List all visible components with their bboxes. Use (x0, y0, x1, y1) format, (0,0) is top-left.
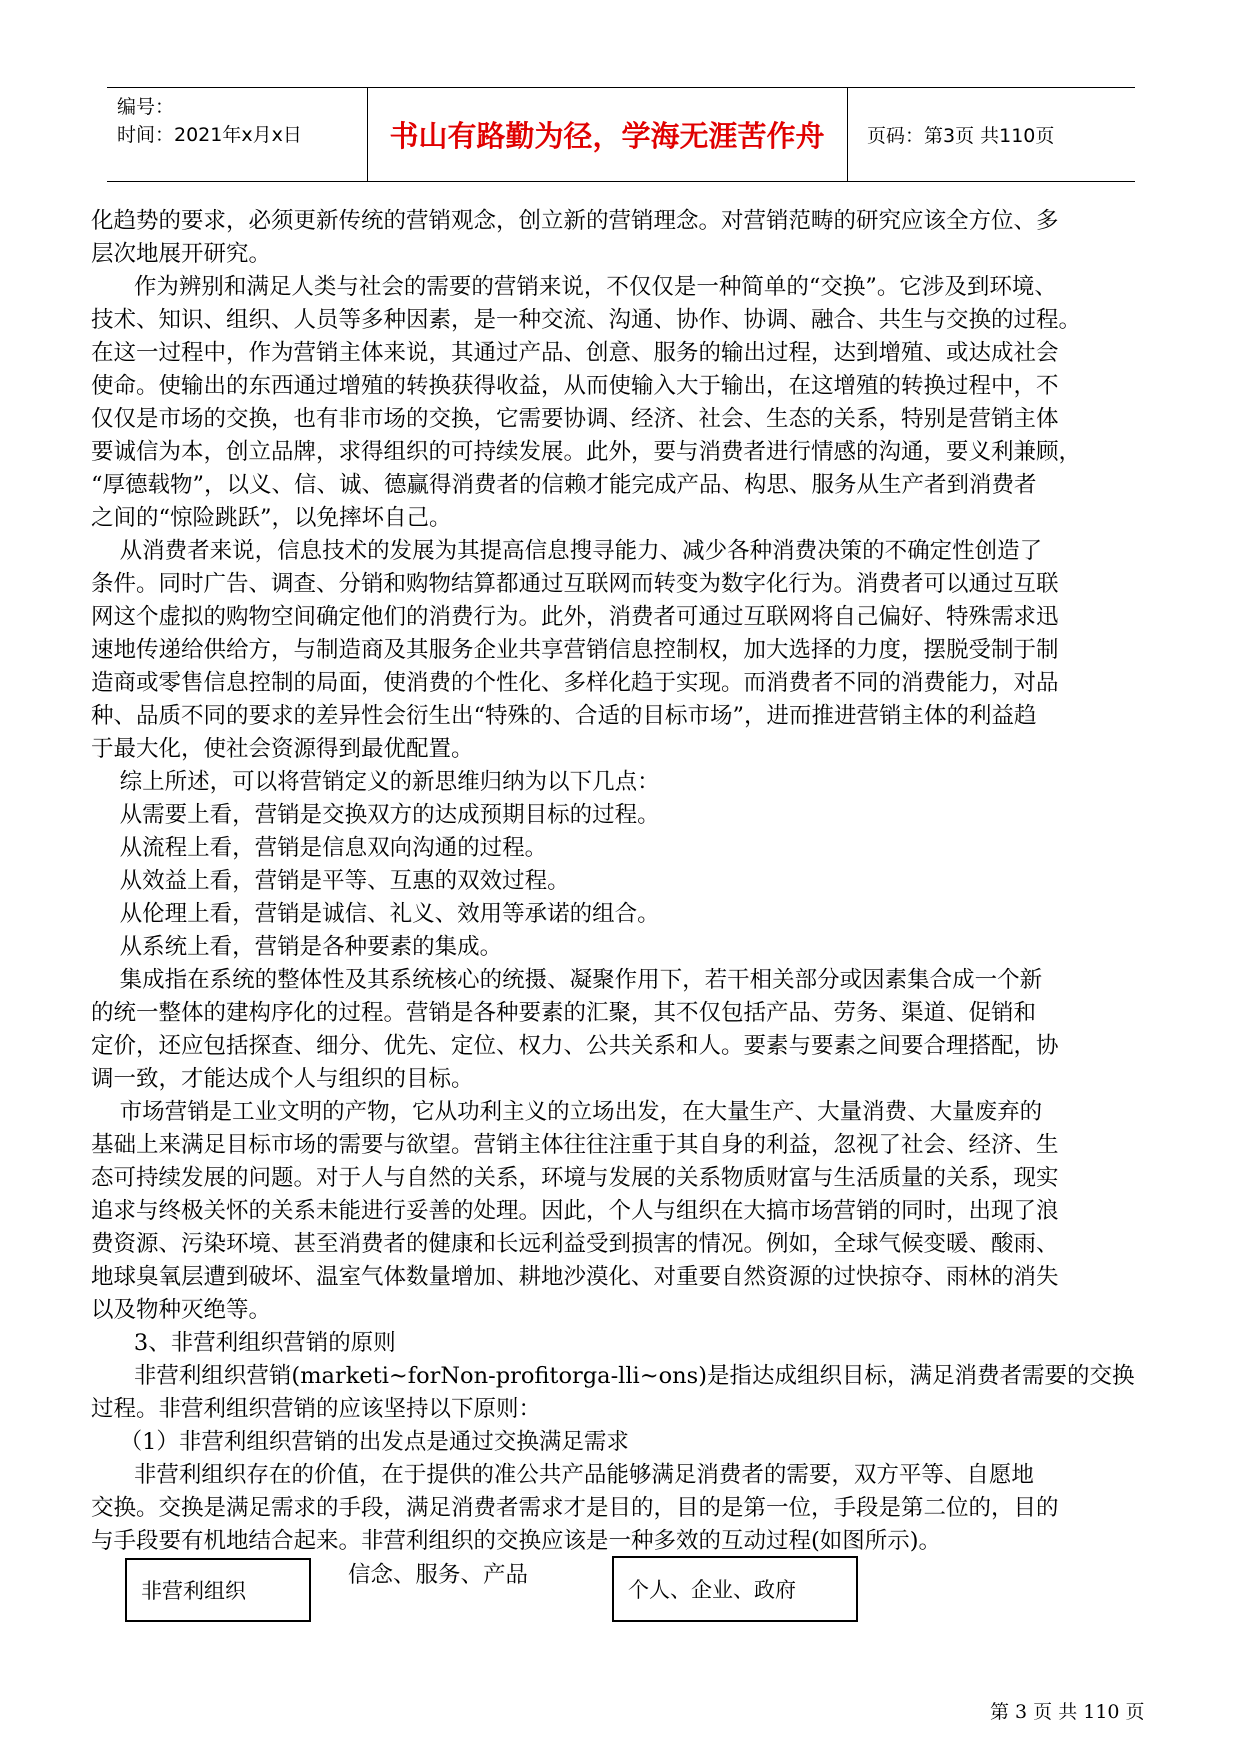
header-divider-2 (847, 87, 848, 182)
body-line: 作为辨别和满足人类与社会的需要的营销来说，不仅仅是一种简单的“交换”。它涉及到环境、 (91, 274, 1057, 300)
body-line: 要诚信为本，创立品牌，求得组织的可持续发展。此外，要与消费者进行情感的沟通，要义利兼顾， (91, 439, 1082, 465)
number-label: 编号： (117, 96, 175, 118)
body-line: 定价，还应包括探查、细分、优先、定位、权力、公共关系和人。要素与要素之间要合理搭配，协 (91, 1033, 1059, 1059)
body-line: 从消费者来说，信息技术的发展为其提高信息搜寻能力、减少各种消费决策的不确定性创造了 (91, 538, 1043, 564)
body-line: 速地传递给供给方，与制造商及其服务企业共享营销信息控制权，加大选择的力度，摆脱受制于制 (91, 637, 1059, 663)
body-line: 过程。非营利组织营销的应该坚持以下原则： (91, 1396, 542, 1422)
body-line: 非营利组织存在的价值，在于提供的准公共产品能够满足消费者的需要，双方平等、自愿地 (91, 1462, 1034, 1488)
body-line: 交换。交换是满足需求的手段，满足消费者需求才是目的，目的是第一位，手段是第二位的，目的 (91, 1495, 1059, 1521)
body-line: 之间的“惊险跳跃”，以免摔坏自己。 (91, 505, 452, 531)
body-line: 技术、知识、组织、人员等多种因素，是一种交流、沟通、协作、协调、融合、共生与交换的过程。 (91, 307, 1082, 333)
body-line: 网这个虚拟的购物空间确定他们的消费行为。此外，消费者可通过互联网将自己偏好、特殊需求迅 (91, 604, 1059, 630)
body-line: 仅仅是市场的交换，也有非市场的交换，它需要协调、经济、社会、生态的关系，特别是营销主体 (91, 406, 1059, 432)
body-line: 从需要上看，营销是交换双方的达成预期目标的过程。 (91, 802, 660, 828)
body-line: 使命。使输出的东西通过增殖的转换获得收益，从而使输入大于输出，在这增殖的转换过程中，不 (91, 373, 1059, 399)
header-page-label: 页码：第3页 共110页 (867, 125, 1055, 147)
page-footer: 第 3 页 共 110 页 (990, 1701, 1145, 1723)
body-line: 非营利组织营销(marketi~forNon-profitorga-lli~ons)是指达成组织目标，满足消费者需要的交换 (91, 1363, 1135, 1389)
body-line: 调一致，才能达成个人与组织的目标。 (91, 1066, 474, 1092)
body-line: 层次地展开研究。 (91, 241, 272, 267)
header-motto: 书山有路勤为径，学海无涯苦作舟 (389, 119, 825, 153)
body-line: 费资源、污染环境、甚至消费者的健康和长远利益受到损害的情况。例如，全球气候变暖、酸雨、 (91, 1231, 1059, 1257)
body-line: 追求与终极关怀的关系未能进行妥善的处理。因此，个人与组织在大搞市场营销的同时，出现了浪 (91, 1198, 1059, 1224)
body-line: 综上所述，可以将营销定义的新思维归纳为以下几点： (91, 769, 660, 795)
nonprofit-org-label: 非营利组织 (141, 1579, 246, 1603)
body-line: 种、品质不同的要求的差异性会衍生出“特殊的、合适的目标市场”，进而推进营销主体的利益趋 (91, 703, 1037, 729)
nonprofit-org-box (125, 1558, 311, 1622)
body-line: 的统一整体的建构序化的过程。营销是各种要素的汇聚，其不仅包括产品、劳务、渠道、促销和 (91, 1000, 1037, 1026)
body-line: 在这一过程中，作为营销主体来说，其通过产品、创意、服务的输出过程，达到增殖、或达成社会 (91, 340, 1059, 366)
document-body (91, 205, 1151, 1558)
body-line: 从流程上看，营销是信息双向沟通的过程。 (91, 835, 548, 861)
body-line: 以及物种灭绝等。 (91, 1297, 272, 1323)
body-line: 从效益上看，营销是平等、互惠的双效过程。 (91, 868, 570, 894)
body-line: 从系统上看，营销是各种要素的集成。 (91, 934, 503, 960)
body-line: 基础上来满足目标市场的需要与欲望。营销主体往往注重于其自身的利益，忽视了社会、经济、生 (91, 1132, 1059, 1158)
header-info (117, 93, 302, 149)
time-label: 时间：2021年x月x日 (117, 124, 302, 146)
exchange-label: 信念、服务、产品 (348, 1562, 529, 1588)
body-line: 于最大化，使社会资源得到最优配置。 (91, 736, 474, 762)
page-header (107, 87, 1135, 182)
body-line: 造商或零售信息控制的局面，使消费的个性化、多样化趋于实现。而消费者不同的消费能力，对品 (91, 670, 1059, 696)
body-line: （1）非营利组织营销的出发点是通过交换满足需求 (91, 1429, 629, 1455)
stakeholder-box (612, 1556, 858, 1622)
body-line: 从伦理上看，营销是诚信、礼义、效用等承诺的组合。 (91, 901, 660, 927)
body-line: 与手段要有机地结合起来。非营利组织的交换应该是一种多效的互动过程(如图所示)。 (91, 1528, 942, 1554)
body-line: 地球臭氧层遭到破坏、温室气体数量增加、耕地沙漠化、对重要自然资源的过快掠夺、雨林的消失 (91, 1264, 1059, 1290)
body-line: “厚德载物”，以义、信、诚、德赢得消费者的信赖才能完成产品、构思、服务从生产者到消费者 (91, 472, 1037, 498)
body-line: 态可持续发展的问题。对于人与自然的关系，环境与发展的关系物质财富与生活质量的关系，现实 (91, 1165, 1059, 1191)
body-line: 化趋势的要求，必须更新传统的营销观念，创立新的营销理念。对营销范畴的研究应该全方位、多 (91, 208, 1059, 234)
body-line: 集成指在系统的整体性及其系统核心的统摄、凝聚作用下，若干相关部分或因素集合成一个新 (91, 967, 1043, 993)
body-line: 条件。同时广告、调查、分销和购物结算都通过互联网而转变为数字化行为。消费者可以通过互联 (91, 571, 1059, 597)
stakeholder-label: 个人、企业、政府 (628, 1578, 796, 1602)
body-line: 市场营销是工业文明的产物，它从功利主义的立场出发，在大量生产、大量消费、大量废弃的 (91, 1099, 1043, 1125)
body-line: 3、非营利组织营销的原则 (91, 1330, 396, 1356)
